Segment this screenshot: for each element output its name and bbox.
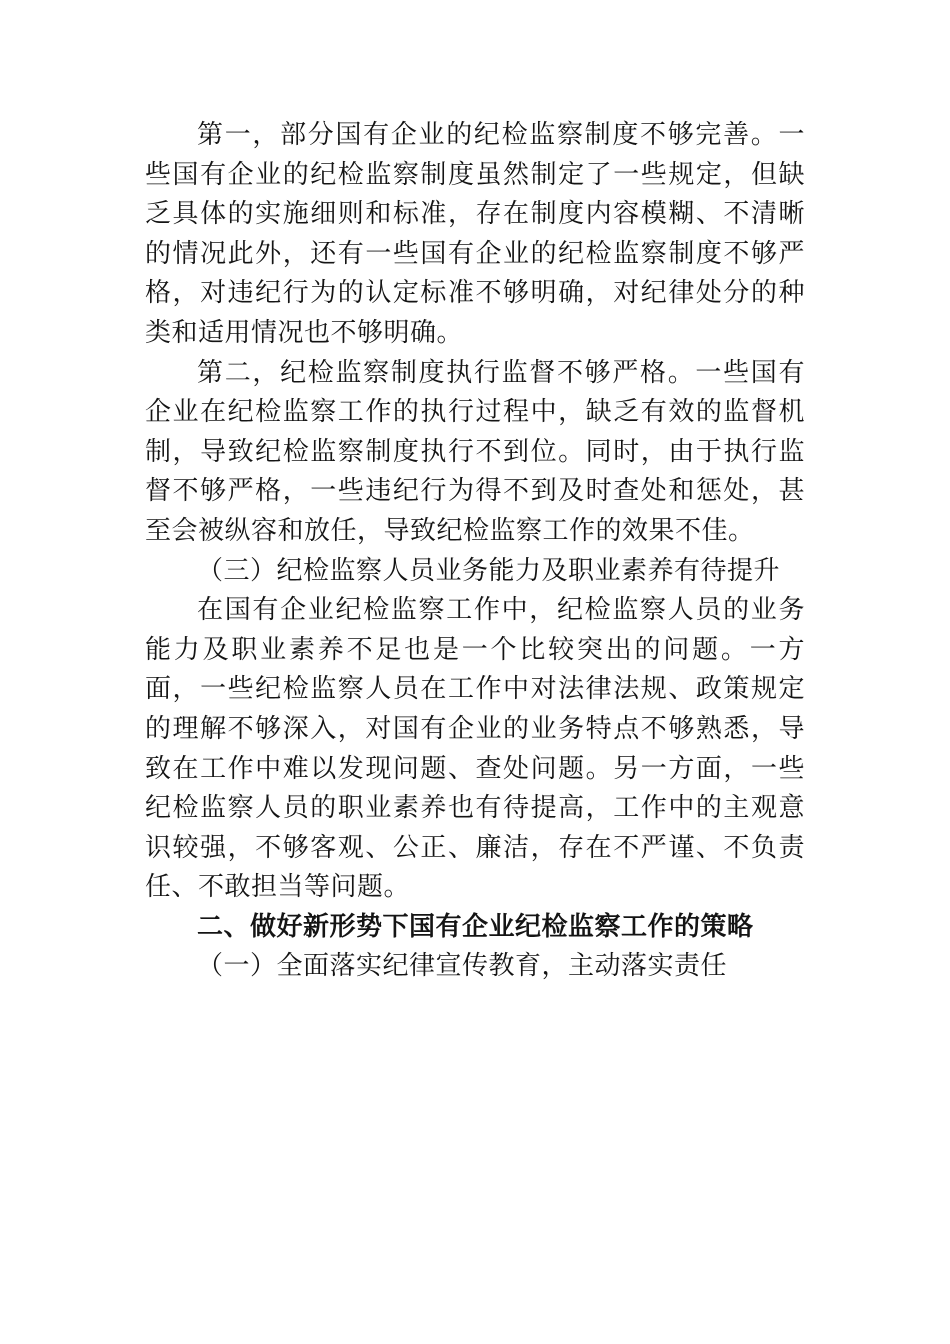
paragraph-institution-imperfect: 第一，部分国有企业的纪检监察制度不够完善。一些国有企业的纪检监察制度虽然制定了一些规定，但缺乏具体的实施细则和标准，存在制度内容模糊、不清晰的情况此外，还有一些国有企业的纪检监察制度不够严格，对违纪行为的认定标准不够明确，对纪律处分的种类和适用情况也不够明确。 bbox=[145, 120, 805, 348]
document-body bbox=[145, 116, 805, 987]
section-heading-3: （三）纪检监察人员业务能力及职业素养有待提升 bbox=[197, 555, 781, 586]
paragraph-supervision-lax: 第二，纪检监察制度执行监督不够严格。一些国有企业在纪检监察工作的执行过程中，缺乏有效的监督机制，导致纪检监察制度执行不到位。同时，由于执行监督不够严格，一些违纪行为得不到及时查处和惩处，甚至会被纵容和放任，导致纪检监察工作的效果不佳。 bbox=[145, 357, 805, 546]
paragraph-staff-capability: 在国有企业纪检监察工作中，纪检监察人员的业务能力及职业素养不足也是一个比较突出的问题。一方面，一些纪检监察人员在工作中对法律法规、政策规定的理解不够深入，对国有企业的业务特点不够熟悉，导致在工作中难以发现问题、查处问题。另一方面，一些纪检监察人员的职业素养也有待提高，工作中的主观意识较强，不够客观、公正、廉洁，存在不严谨、不负责任、不敢担当等问题。 bbox=[145, 595, 805, 903]
section-heading-1: （一）全面落实纪律宣传教育，主动落实责任 bbox=[197, 951, 728, 982]
chapter-heading-2: 二、做好新形势下国有企业纪检监察工作的策略 bbox=[197, 911, 754, 942]
